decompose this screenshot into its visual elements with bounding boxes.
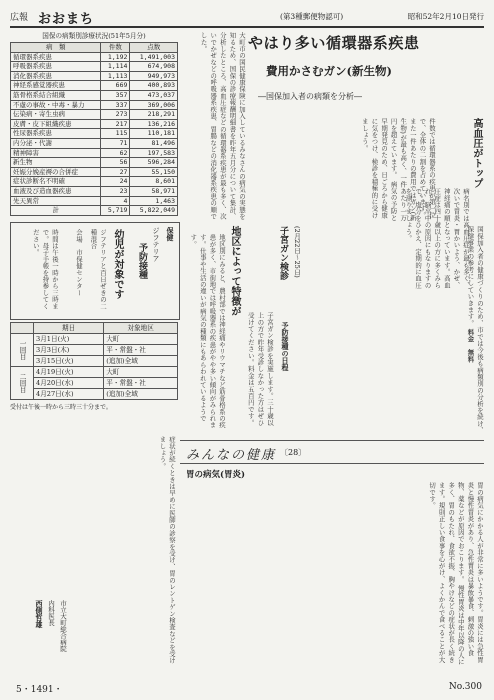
points-cell: 949,973 — [130, 71, 178, 81]
stats-table-row — [11, 196, 178, 206]
schedule-date-cell: 4月20日(水) — [34, 378, 104, 389]
immunization-notice — [10, 222, 180, 320]
health-column-number: 〔28〕 — [280, 448, 307, 457]
sub-text-1: 地区別にみると、農村部では神経痛やリウマチなど筋骨格系の疾患が多く、市街地では呼吸器系の疾患がやや多い傾向がみられます。仕事や生活の違いが病気の種類にもあらわれているようです。 — [189, 234, 226, 429]
stats-table — [10, 42, 178, 216]
sub-headline-2: 高血圧がトップ — [471, 118, 482, 188]
health-column-paragraph: 胃の病気にかかる人が非常に多いようです。胃炎には急性胃炎と慢性胃炎があり、急性胃炎は暴飲暴食、刺激の強い食物、薬などが原因でおこります。 — [456, 482, 484, 663]
feature-paragraph: 件数では循環器系の疾患が第一位で、全体の二割を占めています。また一件あたりの費用ではガン(新生物)が最も高く、一件あたり一万円を超えています。 — [389, 118, 436, 222]
schedule-group-label: 一回目 — [11, 334, 34, 367]
schedule-row — [11, 367, 178, 378]
cancer-check-period: (2月22日〜25日) — [293, 226, 301, 278]
schedule-header-cell — [11, 323, 34, 334]
stats-table-row — [11, 100, 178, 110]
health-column-text-main — [180, 482, 484, 666]
health-column-author — [10, 600, 70, 670]
case-count-cell: 4 — [101, 196, 130, 206]
stats-total-row — [11, 206, 178, 216]
stats-header-cell: 病 類 — [11, 43, 101, 53]
schedule-area-cell: 大町 — [104, 367, 178, 378]
points-cell: 136,216 — [130, 119, 178, 129]
disease-category-cell: 消化器系疾患 — [11, 71, 101, 81]
schedule-area-cell: 大町 — [104, 334, 178, 345]
schedule-date-cell: 4月19日(火) — [34, 367, 104, 378]
stats-table-row — [11, 138, 178, 148]
stats-table-row — [11, 71, 178, 81]
right-intro-text — [306, 226, 484, 436]
disease-category-cell: 循環器系疾患 — [11, 52, 101, 62]
postal-class: (第3種郵便物認可) — [280, 12, 344, 21]
schedule-date-cell: 3月3日(木) — [34, 345, 104, 356]
case-count-cell: 273 — [101, 110, 130, 120]
notice-note: 時間は午後一時から三時まで。母子手帳を持参してください。 — [31, 229, 59, 310]
feature-body — [182, 32, 246, 222]
disease-category-cell: 性尿器系疾患 — [11, 129, 101, 139]
case-count-cell: 669 — [101, 81, 130, 91]
disease-category-cell: 先天異常 — [11, 196, 101, 206]
disease-category-cell: 血液及び造血器疾患 — [11, 186, 101, 196]
schedule-area-cell: 平・常盤・社 — [104, 345, 178, 356]
disease-category-cell: 伝染病・寄生虫病 — [11, 110, 101, 120]
stats-header-cell: 点数 — [130, 43, 178, 53]
schedule-group-label: 二回目 — [11, 367, 34, 400]
case-count-cell: 115 — [101, 129, 130, 139]
health-column-paragraph: 慢性胃炎は中年以降の人に多く、胃のもたれ、食欲不振、胸やけなどの症状が長く続きます。規則正しい食事を心がけ、よくかんで食べることが大切です。 — [428, 482, 465, 666]
disease-category-cell: 症状診断名不明確 — [11, 177, 101, 187]
stats-table-row — [11, 186, 178, 196]
schedule-area-cell: 平・常盤・社 — [104, 378, 178, 389]
stats-table-row — [11, 52, 178, 62]
masthead-title: おおまち — [38, 12, 95, 27]
stats-table-row — [11, 167, 178, 177]
schedule-area-cell: (追加)全域 — [104, 389, 178, 400]
stats-table-row — [11, 81, 178, 91]
schedule-box — [10, 322, 178, 411]
points-cell: 1,491,003 — [130, 52, 178, 62]
disease-category-cell: 不慮の事故・中毒・暴力 — [11, 100, 101, 110]
notice-target-title: 幼児が対象です — [112, 229, 123, 299]
stats-table-row — [11, 129, 178, 139]
author-org: 市立大町総合病院 — [59, 600, 67, 652]
points-cell: 110,181 — [130, 129, 178, 139]
sub-section-1 — [182, 226, 242, 436]
stats-table-row — [11, 90, 178, 100]
page-number: No.300 — [448, 682, 482, 692]
points-cell: 674,908 — [130, 62, 178, 72]
schedule-row — [11, 356, 178, 367]
feature-header — [248, 32, 484, 102]
health-column-paragraph: 症状が続くときは早めに医師の診察を受け、胃のレントゲン検査などを受けましょう。 — [158, 436, 176, 664]
vaccine-schedule-title: 予防接種の日程 — [281, 322, 290, 371]
sub-text-2: 病名別では高血圧症が最も多く、次いで胃炎・胃かいよう、かぜ、神経痛の順となっています。高血圧症は四十歳以上の方に多くみられ、脳卒中の原因にもなりますので、塩分をひかえ、定期的に血圧を測りましょう。 — [404, 188, 470, 289]
feature-subheadline: 費用かさむガン(新生物) — [266, 64, 392, 78]
schedule-footnote: 受付は午後一時から三時三十分まで。 — [10, 404, 112, 411]
issue-date: 昭和52年2月10日発行 — [407, 12, 484, 21]
case-count-cell: 357 — [101, 90, 130, 100]
notice-target-text: ジフテリアと百日ぜきの二種混合 — [89, 229, 107, 310]
stats-total-points: 5,822,049 — [130, 206, 178, 216]
disease-category-cell: 神経系感覚器疾患 — [11, 81, 101, 91]
notice-sub: ジフテリア — [152, 227, 160, 262]
stats-table-row — [11, 177, 178, 187]
disease-category-cell: 呼吸器系疾患 — [11, 62, 101, 72]
case-count-cell: 27 — [101, 167, 130, 177]
schedule-header-cell: 期日 — [34, 323, 104, 334]
notice-category: 保健 — [166, 227, 175, 241]
disease-category-cell: 新生物 — [11, 158, 101, 168]
fee-label: 料金 無料 — [466, 328, 475, 363]
stats-header-cell: 件数 — [101, 43, 130, 53]
points-cell: 8,601 — [130, 177, 178, 187]
stats-table-row — [11, 62, 178, 72]
case-count-cell: 71 — [101, 138, 130, 148]
author-title: 内科医長 — [47, 600, 55, 626]
page-footer-left: 5・1491・ — [16, 685, 63, 695]
stats-table-row — [11, 110, 178, 120]
stats-total-count: 5,719 — [101, 206, 130, 216]
cancer-check-title: 子宮ガン検診 — [278, 226, 288, 280]
sub-headline-1: 地区によって特徴が — [229, 226, 240, 316]
health-column-subtitle: 胃の病気(胃炎) — [186, 470, 246, 480]
schedule-header-cell: 対象地区 — [104, 323, 178, 334]
stats-table-header — [11, 43, 178, 53]
notice-title: 予防接種 — [137, 243, 147, 279]
schedule-date-cell: 3月1日(火) — [34, 334, 104, 345]
schedule-row — [11, 345, 178, 356]
feature-byline: ―国保加入者の病類を分析― — [258, 92, 362, 101]
health-column-title: みんなの健康 — [186, 448, 277, 463]
points-cell: 369,006 — [130, 100, 178, 110]
points-cell: 400,893 — [130, 81, 178, 91]
points-cell: 596,284 — [130, 158, 178, 168]
case-count-cell: 1,192 — [101, 52, 130, 62]
health-column-header — [180, 440, 484, 464]
points-cell: 81,496 — [130, 138, 178, 148]
cancer-check-text: 子宮ガン検診を実施します。三十歳以上の方で昨年受診しなかった方はぜひ受けてください。料金は五百円です。 — [246, 312, 274, 426]
notice-place: 会場 市保健センター — [75, 229, 83, 296]
stats-total-label: 計 — [11, 206, 101, 216]
schedule-area-cell: (追加)全域 — [104, 356, 178, 367]
schedule-header — [11, 323, 178, 334]
points-cell: 55,150 — [130, 167, 178, 177]
points-cell: 218,291 — [130, 110, 178, 120]
right-intro-paragraph: 国保加入者の健康づくりのため、市では今後も病類別の分析を続け、保健事業の参考にしていきます。 — [466, 226, 484, 434]
case-count-cell: 1,113 — [101, 71, 130, 81]
disease-category-cell: 内分泌・代謝 — [11, 138, 101, 148]
schedule-row — [11, 334, 178, 345]
points-cell: 58,971 — [130, 186, 178, 196]
cancer-check — [244, 226, 304, 436]
schedule-date-cell: 4月27日(水) — [34, 389, 104, 400]
points-cell: 1,463 — [130, 196, 178, 206]
feature-paragraph: 大町市の国民健康保険に加入しているみなさんの病気の実態を知るため、国保の診療報酬明細書を昨年五月分について集計、分析したところ、高血圧症などの循環器系疾患が最も多く、次いでかぜなどの呼吸器系疾患、胃腸などの消化器系疾患の順でした。 — [199, 32, 246, 220]
schedule-row — [11, 389, 178, 400]
schedule-row — [11, 378, 178, 389]
stats-table-title: 国保の病類別診療状況(51年5月分) — [42, 32, 146, 40]
schedule-body — [11, 334, 178, 400]
case-count-cell: 337 — [101, 100, 130, 110]
stats-table-row — [11, 158, 178, 168]
masthead — [10, 8, 484, 28]
disease-category-cell: 妊娠分娩産褥の合併症 — [11, 167, 101, 177]
case-count-cell: 23 — [101, 186, 130, 196]
case-count-cell: 56 — [101, 158, 130, 168]
points-cell: 197,583 — [130, 148, 178, 158]
stats-table-box — [10, 30, 178, 216]
case-count-cell: 1,114 — [101, 62, 130, 72]
disease-category-cell: 皮膚・皮下組織疾患 — [11, 119, 101, 129]
case-count-cell: 217 — [101, 119, 130, 129]
stats-table-row — [11, 148, 178, 158]
case-count-cell: 62 — [101, 148, 130, 158]
author-name: 西側哲雄 — [35, 600, 44, 628]
masthead-category: 広報 — [10, 13, 29, 23]
case-count-cell: 24 — [101, 177, 130, 187]
schedule-table — [10, 322, 178, 400]
stats-table-row — [11, 119, 178, 129]
feature-headline: やはり多い循環器系疾患 — [248, 34, 420, 52]
disease-category-cell: 筋骨格系結合組織 — [11, 90, 101, 100]
feature-paragraph: 病気の予防と早期発見のため、日ごろから健康に気をつけ、検診を積極的に受けましょう。 — [360, 118, 398, 221]
disease-category-cell: 精神障害 — [11, 148, 101, 158]
schedule-date-cell: 3月15日(火) — [34, 356, 104, 367]
points-cell: 473,037 — [130, 90, 178, 100]
stats-table-body — [11, 52, 178, 206]
